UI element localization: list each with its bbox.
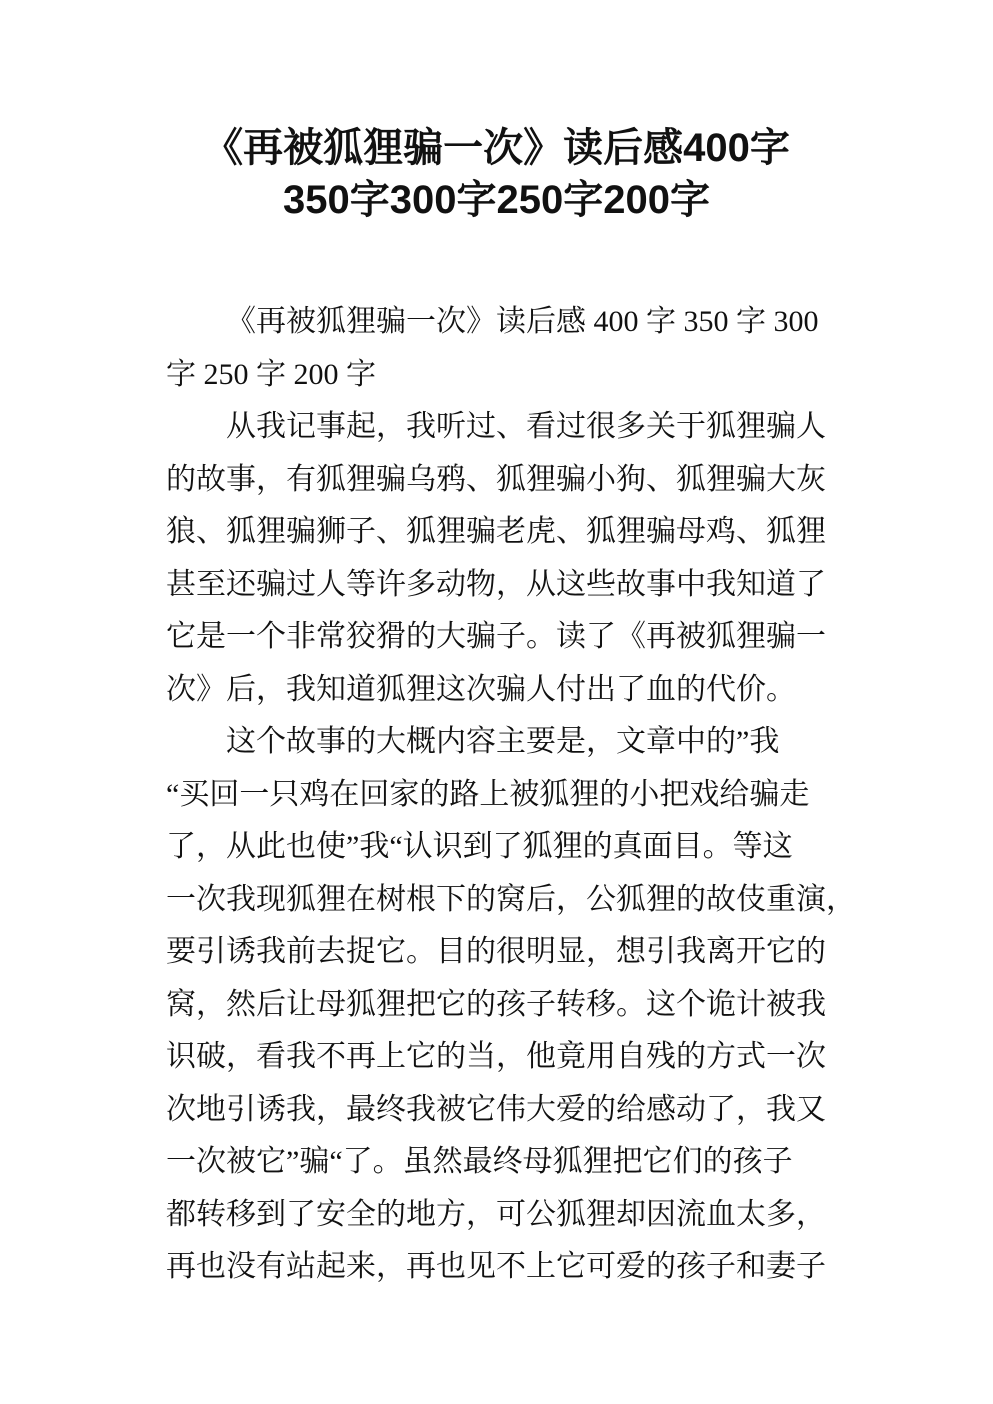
title-line: 《再被狐狸骗一次》读后感400字 [203,126,790,170]
text-line: 识破，看我不再上它的当，他竟用自残的方式一次 [166,1040,826,1073]
text-line: 的故事，有狐狸骗乌鸦、狐狸骗小狗、狐狸骗大灰 [166,462,826,496]
text-line: 从我记事起，我听过、看过很多关于狐狸骗人 [226,410,826,443]
text-line: “买回一只鸡在回家的路上被狐狸的小把戏给骗走 [166,777,810,811]
text-line: 一次我现狐狸在树根下的窝后，公狐狸的故伎重演， [166,882,856,916]
text-line: 都转移到了安全的地方，可公狐狸却因流血太多， [166,1197,826,1231]
text-line: 甚至还骗过人等许多动物，从这些故事中我知道了 [166,567,826,601]
text-line: 《再被狐狸骗一次》读后感 400 字 350 字 300 [226,305,819,338]
paragraph [166,296,846,401]
text-line: 这个故事的大概内容主要是，文章中的”我 [226,725,780,758]
document-title [0,122,993,226]
text-line: 要引诱我前去捉它。目的很明显，想引我离开它的 [166,935,826,968]
text-line: 一次被它”骗“了。虽然最终母狐狸把它们的孩子 [166,1145,793,1178]
text-line: 它是一个非常狡猾的大骗子。读了《再被狐狸骗一 [166,620,826,653]
text-line: 了，从此也使”我“认识到了狐狸的真面目。等这 [166,830,793,863]
text-line: 次地引诱我，最终我被它伟大爱的给感动了，我又 [166,1092,826,1126]
paragraph [166,716,856,1294]
text-line: 次》后，我知道狐狸这次骗人付出了血的代价。 [166,672,796,706]
text-line: 窝，然后让母狐狸把它的孩子转移。这个诡计被我 [166,987,826,1021]
title-line: 350字300字250字200字 [283,178,710,222]
document-body [166,296,856,1294]
text-line: 狼、狐狸骗狮子、狐狸骗老虎、狐狸骗母鸡、狐狸 [166,515,826,548]
text-line: 字 250 字 200 字 [166,357,376,391]
paragraph [166,401,846,716]
text-line: 再也没有站起来，再也见不上它可爱的孩子和妻子 [166,1250,826,1283]
